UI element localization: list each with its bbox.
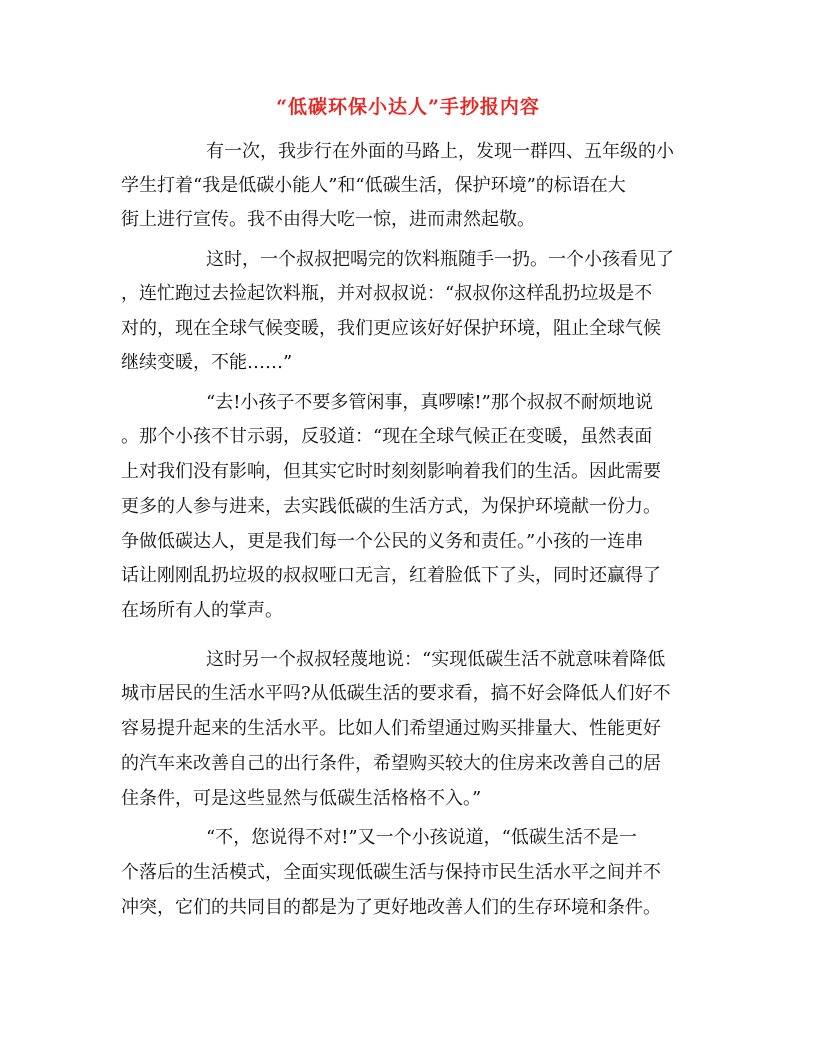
paragraph-line: 上对我们没有影响，但其实它时时刻刻影响着我们的生活。因此需要 bbox=[121, 461, 661, 482]
paragraph-line: 这时，一个叔叔把喝完的饮料瓶随手一扔。一个小孩看见了 bbox=[206, 249, 674, 270]
paragraph-line: “去!小孩子不要多管闲事，真啰嗦!”那个叔叔不耐烦地说 bbox=[206, 392, 653, 413]
paragraph-line: ，连忙跑过去捡起饮料瓶，并对叔叔说：“叔叔你这样乱扔垃圾是不 bbox=[121, 283, 653, 304]
paragraph-line: “不，您说得不对!”又一个小孩说道，“低碳生活不是一 bbox=[206, 827, 637, 848]
paragraph-line: 在场所有人的掌声。 bbox=[121, 600, 283, 621]
paragraph-line: 继续变暖，不能……” bbox=[121, 352, 293, 373]
paragraph-line: 容易提升起来的生活水平。比如人们希望通过购买排量大、性能更好 bbox=[121, 718, 661, 739]
paragraph-line: 有一次，我步行在外面的马路上，发现一群四、五年级的小 bbox=[206, 141, 674, 162]
paragraph-line: 住条件，可是这些显然与低碳生活格格不入。” bbox=[121, 788, 482, 809]
paragraph-line: 冲突，它们的共同目的都是为了更好地改善人们的生存环境和条件。 bbox=[121, 897, 661, 918]
paragraph-line: 城市居民的生活水平吗?从低碳生活的要求看，搞不好会降低人们好不 bbox=[121, 683, 671, 704]
paragraph-line: 学生打着“我是低碳小能人”和“低碳生活，保护环境”的标语在大 bbox=[121, 175, 626, 196]
paragraph-line: 话让刚刚乱扔垃圾的叔叔哑口无言，红着脸低下了头，同时还赢得了 bbox=[121, 565, 661, 586]
paragraph-line: 争做低碳达人，更是我们每一个公民的义务和责任。”小孩的一连串 bbox=[121, 531, 644, 552]
paragraph-line: 个落后的生活模式，全面实现低碳生活与保持市民生活水平之间并不 bbox=[121, 862, 661, 883]
paragraph-line: 这时另一个叔叔轻蔑地说：“实现低碳生活不就意味着降低 bbox=[206, 649, 666, 670]
paragraph-line: 街上进行宣传。我不由得大吃一惊，进而肃然起敬。 bbox=[121, 209, 535, 230]
document-title: “低碳环保小达人”手抄报内容 bbox=[276, 96, 540, 118]
paragraph-line: 对的，现在全球气候变暖，我们更应该好好保护环境，阻止全球气候 bbox=[121, 318, 661, 339]
paragraph-line: 。那个小孩不甘示弱，反驳道：“现在全球气候正在变暖，虽然表面 bbox=[121, 426, 653, 447]
paragraph-line: 更多的人参与进来，去实践低碳的生活方式，为保护环境献一份力。 bbox=[121, 496, 661, 517]
paragraph-line: 的汽车来改善自己的出行条件，希望购买较大的住房来改善自己的居 bbox=[121, 753, 661, 774]
